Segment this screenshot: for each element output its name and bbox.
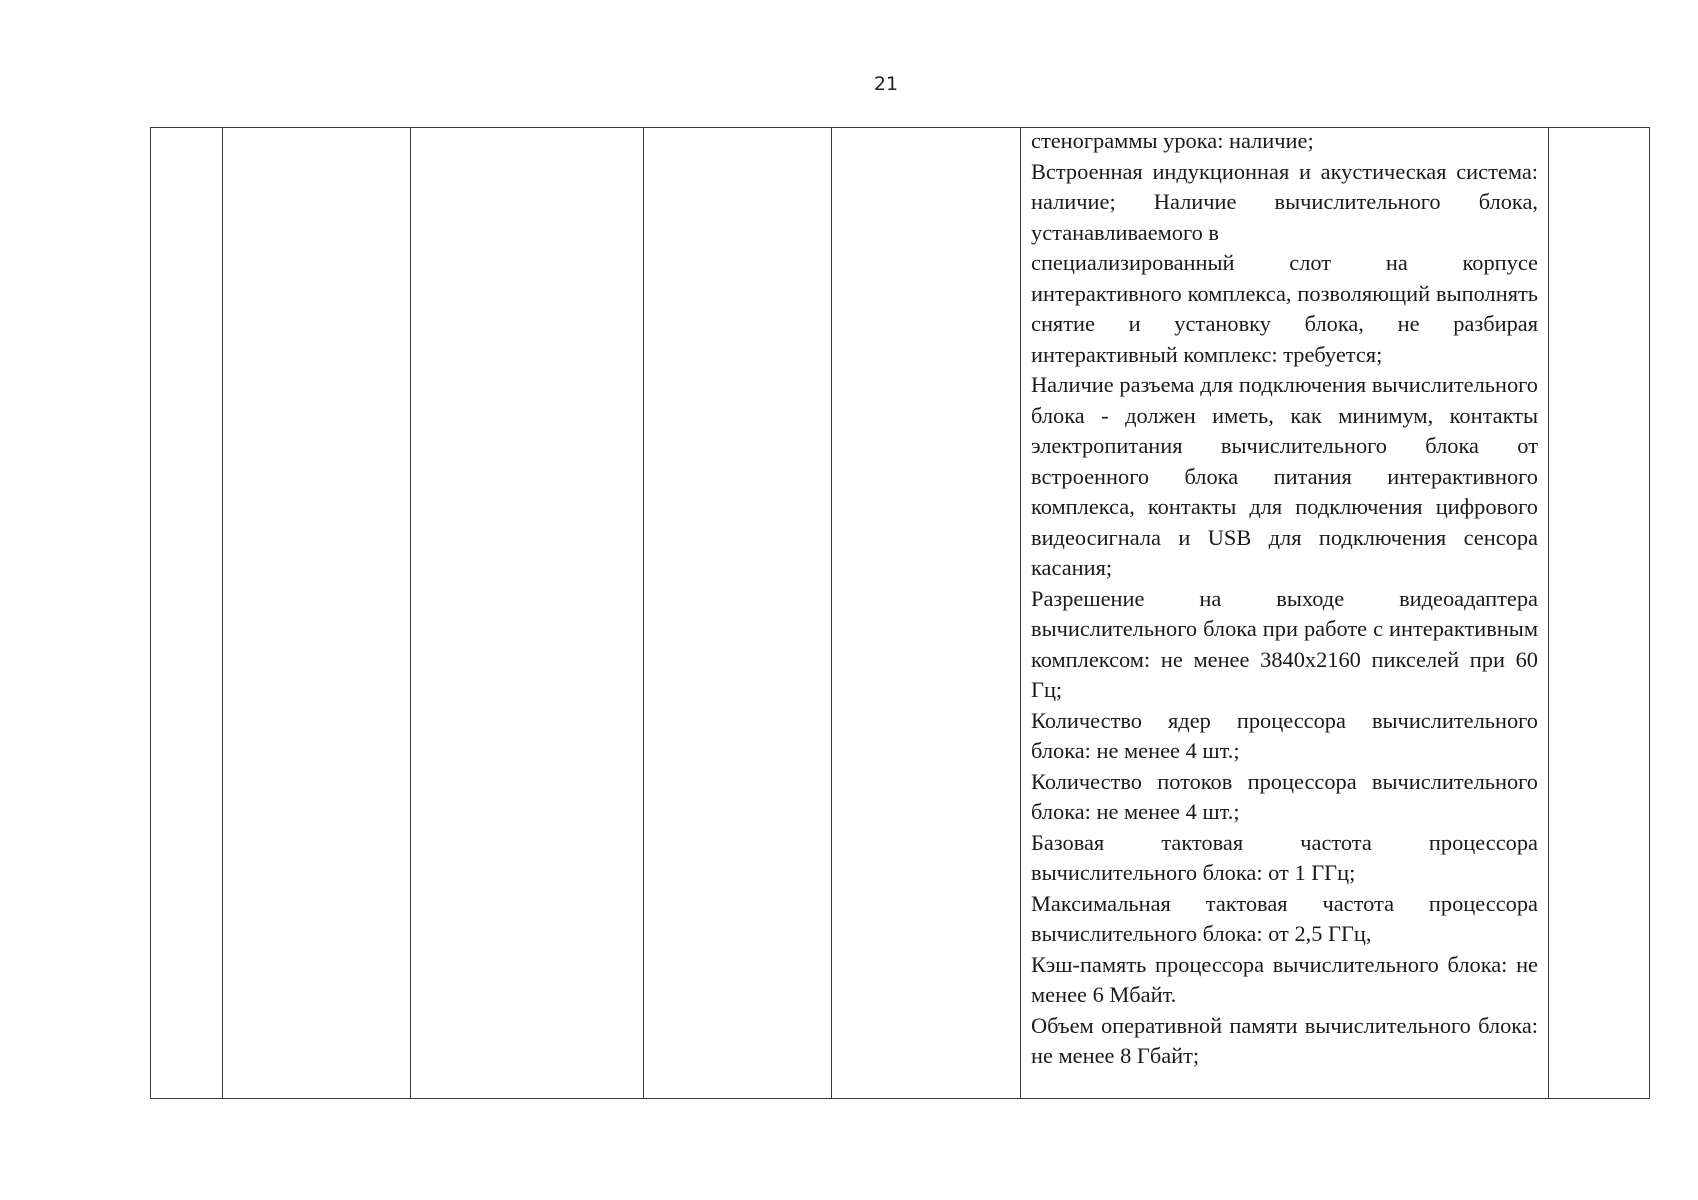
table-cell-number bbox=[151, 128, 223, 1099]
description-paragraph: Встроенная индукционная и акустическая система: наличие; Наличие вычислительного блока, устанавливаемого в bbox=[1031, 158, 1538, 245]
table-cell-description bbox=[1021, 128, 1549, 1099]
table-cell-quantity bbox=[832, 128, 1021, 1099]
table-cell-note bbox=[1549, 128, 1650, 1099]
table-cell-characteristic bbox=[411, 128, 644, 1099]
description-paragraph: Количество ядер процессора вычислительного блока: не менее 4 шт.; bbox=[1031, 707, 1538, 763]
table-cell-name bbox=[223, 128, 411, 1099]
description-paragraph: Наличие разъема для подключения вычислительного блока - должен иметь, как минимум, контакты электропитания вычислительного блока от встроенного блока питания интерактивного комплекса, контакты для подключения цифрового видеосигнала и USB для подключения сенсора касания; bbox=[1031, 372, 1538, 580]
description-paragraph: Объем оперативной памяти вычислительного блока: не менее 8 Гбайт; bbox=[1031, 1012, 1538, 1068]
description-paragraph: стенограммы урока: наличие; bbox=[1031, 128, 1314, 153]
description-paragraph: Количество потоков процессора вычислительного блока: не менее 4 шт.; bbox=[1031, 768, 1538, 824]
description-paragraph: Разрешение на выходе видеоадаптера вычислительного блока при работе с интерактивным комплексом: не менее 3840х2160 пикселей при 60 Гц; bbox=[1031, 585, 1538, 702]
description-paragraph: специализированный слот на корпусе интерактивного комплекса, позволяющий выполнять снятие и установку блока, не разбирая интерактивный комплекс: требуется; bbox=[1031, 250, 1538, 367]
page-number: 21 bbox=[873, 73, 899, 95]
description-paragraph: Базовая тактовая частота процессора вычислительного блока: от 1 ГГц; bbox=[1031, 829, 1538, 885]
table-row bbox=[151, 128, 1650, 1099]
specification-table bbox=[150, 127, 1650, 1099]
description-paragraph: Максимальная тактовая частота процессора вычислительного блока: от 2,5 ГГц, bbox=[1031, 890, 1538, 946]
description-paragraph: Кэш-память процессора вычислительного блока: не менее 6 Мбайт. bbox=[1031, 951, 1538, 1007]
table-cell-unit bbox=[644, 128, 832, 1099]
